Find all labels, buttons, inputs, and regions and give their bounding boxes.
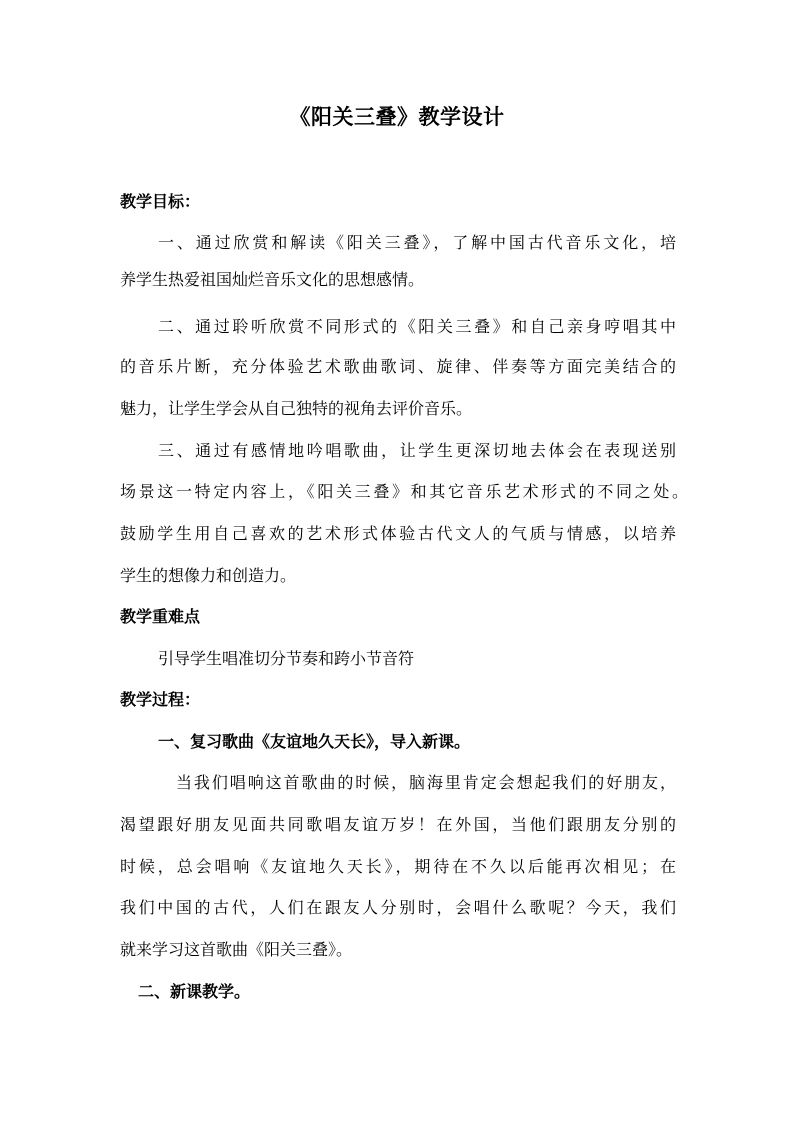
step-1-line-2: 渴望跟好朋友见面共同歌唱友谊万岁！在外国，当他们跟朋友分别的 xyxy=(120,815,676,834)
key-points-text: 引导学生唱准切分节奏和跨小节音符 xyxy=(158,649,415,668)
objective-2-line-2: 的音乐片断，充分体验艺术歌曲歌词、旋律、伴奏等方面完美结合的 xyxy=(120,357,676,376)
objective-3-line-3: 鼓励学生用自己喜欢的艺术形式体验古代文人的气质与情感，以培养 xyxy=(120,524,676,543)
objective-3-line-2: 场景这一特定内容上，《阳关三叠》和其它音乐艺术形式的不同之处。 xyxy=(120,482,688,501)
objective-3-line-4: 学生的想像力和创造力。 xyxy=(120,566,297,585)
step-2-heading: 二、新课教学。 xyxy=(138,982,251,1001)
objectives-heading: 教学目标： xyxy=(120,192,201,211)
objective-2-line-3: 魅力，让学生学会从自己独特的视角去评价音乐。 xyxy=(120,399,473,418)
step-1-line-4: 我们中国的古代，人们在跟友人分别时，会唱什么歌呢？今天，我们 xyxy=(120,898,676,917)
key-points-heading: 教学重难点 xyxy=(120,607,201,626)
document-title: 《阳关三叠》教学设计 xyxy=(289,104,505,129)
objective-2-line-1: 二、通过聆听欣赏不同形式的《阳关三叠》和自己亲身哼唱其中 xyxy=(158,317,676,336)
process-heading: 教学过程： xyxy=(120,690,201,709)
objective-3-line-1: 三、通过有感情地吟唱歌曲，让学生更深切地去体会在表现送别 xyxy=(158,441,676,460)
step-1-line-1: 当我们唱响这首歌曲的时候，脑海里肯定会想起我们的好朋友， xyxy=(176,773,676,792)
step-1-heading: 一、复习歌曲《友谊地久天长》，导入新课。 xyxy=(158,732,471,751)
objective-1-line-1: 一、通过欣赏和解读《阳关三叠》，了解中国古代音乐文化，培 xyxy=(158,233,676,252)
step-1-line-3: 时候，总会唱响《友谊地久天长》，期待在不久以后能再次相见；在 xyxy=(120,857,676,876)
objective-1-line-2: 养学生热爱祖国灿烂音乐文化的思想感情。 xyxy=(120,270,425,289)
step-1-line-5: 就来学习这首歌曲《阳关三叠》。 xyxy=(120,940,353,959)
